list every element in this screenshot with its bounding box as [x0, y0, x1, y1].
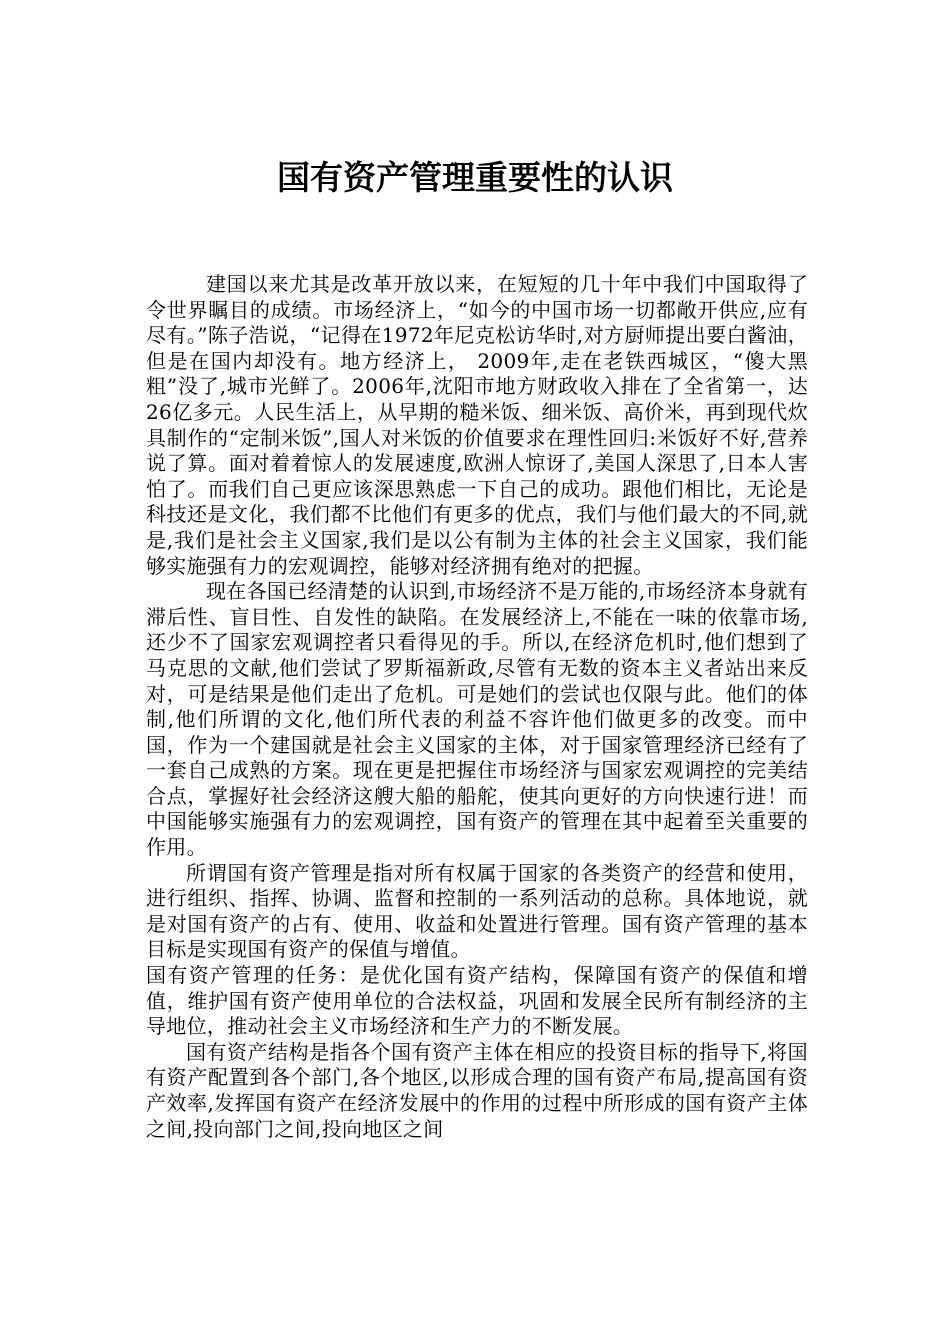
- paragraph: 国有资产结构是指各个国有资产主体在相应的投资目标的指导下,将国有资产配置到各个部门,各个地区,以形成合理的国有资产布局,提高国有资产效率,发挥国有资产在经济发展中的作用的过程中所形成的国有资产主体之间,投向部门之间,投向地区之间: [146, 1039, 808, 1141]
- paragraph: 所谓国有资产管理是指对所有权属于国家的各类资产的经营和使用，进行组织、指挥、协调、监督和控制的一系列活动的总称。具体地说，就是对国有资产的占有、使用、收益和处置进行管理。国有资产管理的基本目标是实现国有资产的保值与增值。: [146, 860, 808, 962]
- document-title: 国有资产管理重要性的认识: [277, 158, 673, 197]
- paragraph: 现在各国已经清楚的认识到,市场经济不是万能的,市场经济本身就有滞后性、盲目性、自发性的缺陷。在发展经济上,不能在一味的依靠市场,还少不了国家宏观调控者只看得见的手。所以,在经济危机时,他们想到了马克思的文献,他们尝试了罗斯福新政,尽管有无数的资本主义者站出来反对，可是结果是他们走出了危机。可是她们的尝试也仅限与此。他们的体制,他们所谓的文化,他们所代表的利益不容许他们做更多的改变。而中国，作为一个建国就是社会主义国家的主体，对于国家管理经济已经有了一套自己成熟的方案。现在更是把握住市场经济与国家宏观调控的完美结合点，掌握好社会经济这艘大船的船舵，使其向更好的方向快速行进！而中国能够实施强有力的宏观调控，国有资产的管理在其中起着至关重要的作用。: [146, 579, 809, 860]
- document-body: [146, 272, 808, 1142]
- paragraph: 建国以来尤其是改革开放以来，在短短的几十年中我们中国取得了令世界瞩目的成绩。市场经济上，“如今的中国市场一切都敞开供应,应有尽有。”陈子浩说，“记得在1972年尼克松访华时,对方厨师提出要白酱油，但是在国内却没有。地方经济上， 2009年,走在老铁西城区，“傻大黑粗”没了,城市光鲜了。2006年,沈阳市地方财政收入排在了全省第一，达26亿多元。人民生活上，从早期的糙米饭、细米饭、高价米，再到现代炊具制作的“定制米饭”,国人对米饭的价值要求在理性回归:米饭好不好,营养说了算。面对着着惊人的发展速度,欧洲人惊讶了,美国人深思了,日本人害怕了。而我们自己更应该深思熟虑一下自己的成功。跟他们相比，无论是科技还是文化，我们都不比他们有更多的优点，我们与他们最大的不同,就是,我们是社会主义国家,我们是以公有制为主体的社会主义国家，我们能够实施强有力的宏观调控，能够对经济拥有绝对的把握。: [146, 272, 808, 578]
- paragraph: 国有资产管理的任务：是优化国有资产结构，保障国有资产的保值和增值，维护国有资产使用单位的合法权益，巩固和发展全民所有制经济的主导地位，推动社会主义市场经济和生产力的不断发展。: [146, 963, 808, 1039]
